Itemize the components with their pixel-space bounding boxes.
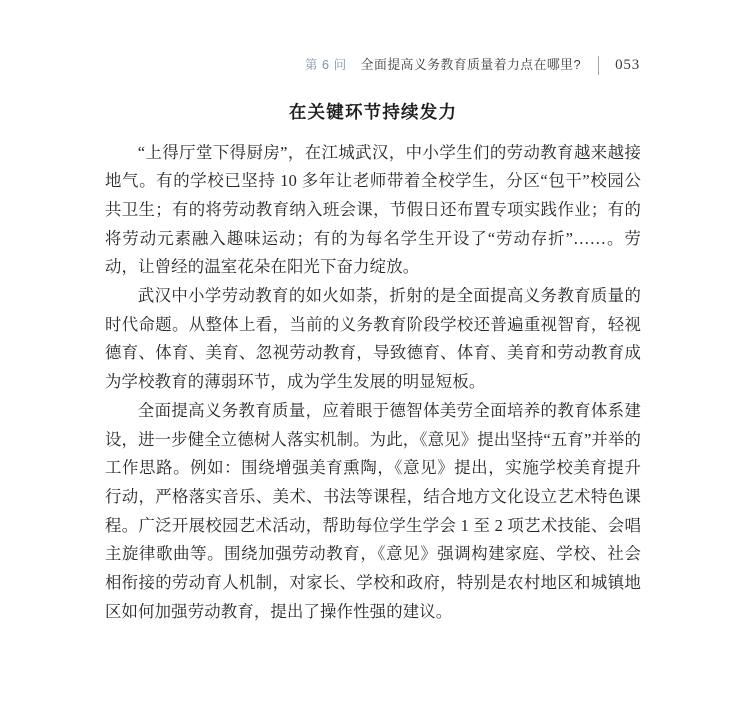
page-content <box>105 100 641 626</box>
section-title: 在关键环节持续发力 <box>288 102 458 122</box>
page-number: 053 <box>615 56 640 73</box>
body-paragraph-1: “上得厅堂下得厨房”，在江城武汉，中小学生们的劳动教育越来越接地气。有的学校已坚持 10 多年让老师带着全校学生，分区“包干”校园公共卫生；有的将劳动教育纳入班会课，节假日还布置专项实践作业；有的将劳动元素融入趣味运动；有的为每名学生开设了“劳动存折”……。劳动，让曾经的温室花朵在阳光下奋力绽放。 <box>105 142 641 277</box>
running-header <box>105 52 640 78</box>
body-paragraph-2: 武汉中小学劳动教育的如火如荼，折射的是全面提高义务教育质量的时代命题。从整体上看，当前的义务教育阶段学校还普遍重视智育，轻视德育、体育、美育、忽视劳动教育，导致德育、体育、美育和劳动教育成为学校教育的薄弱环节，成为学生发展的明显短板。 <box>105 286 641 392</box>
header-divider-rule <box>598 56 599 75</box>
header-question-number: 第 6 问 <box>304 57 347 72</box>
body-paragraph-3: 全面提高义务教育质量，应着眼于德智体美劳全面培养的教育体系建设，进一步健全立德树人落实机制。为此，《意见》提出坚持“五育”并举的工作思路。例如：围绕增强美育熏陶，《意见》提出，实施学校美育提升行动，严格落实音乐、美术、书法等课程，结合地方文化设立艺术特色课程。广泛开展校园艺术活动，帮助每位学生学会 1 至 2 项艺术技能、会唱主旋律歌曲等。围绕加强劳动教育，《意见》强调构建家庭、学校、社会相衔接的劳动育人机制，对家长、学校和政府，特别是农村地区和城镇地区如何加强劳动教育，提出了操作性强的建议。 <box>105 400 641 621</box>
header-chapter-title: 全面提高义务教育质量着力点在哪里? <box>360 56 582 72</box>
